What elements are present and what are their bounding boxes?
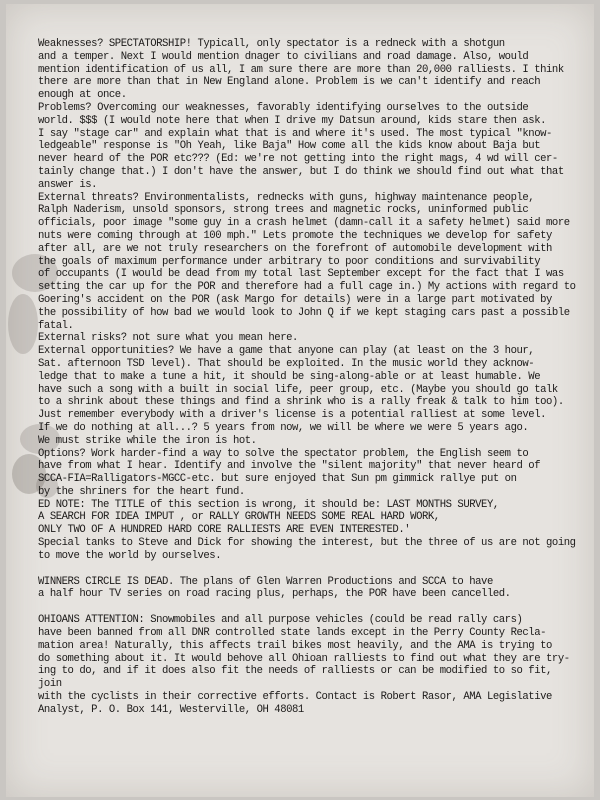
text-line: ledgeable" response is "Oh Yeah, like Baja" How come all the kids know about Baja but — [38, 140, 541, 153]
text-line: ing to do, and if it does also fit the needs of ralliests or can be modified to so fit, join — [38, 665, 552, 691]
text-line: Just remember everybody with a driver's license is a potential ralliest at some level. — [38, 409, 547, 422]
text-line: to a shrink about these things and find a shrink who is a rally freak & talk to him too). — [38, 396, 564, 409]
text-line: External threats? Environmentalists, rednecks with guns, highway maintenance people, — [38, 191, 535, 204]
text-line: have from what I hear. Identify and involve the "silent majority" that never heard of — [38, 460, 541, 473]
text-line: mation area! Naturally, this affects trail bikes most heavily, and the AMA is trying to — [38, 639, 552, 652]
text-line: WINNERS CIRCLE IS DEAD. The plans of Glen Warren Productions and SCCA to have — [38, 575, 493, 588]
text-line: to move the world by ourselves. — [38, 549, 222, 562]
text-line: after all, are we not truly researchers on the forefront of automobile development with — [38, 242, 552, 255]
document-text — [38, 38, 578, 717]
text-line: ED NOTE: The TITLE of this section is wrong, it should be: LAST MONTHS SURVEY, — [38, 498, 499, 511]
text-line: OHIOANS ATTENTION: Snowmobiles and all purpose vehicles (could be read rally cars) — [38, 614, 523, 627]
text-line: External opportunities? We have a game that anyone can play (at least on the 3 hour, — [38, 345, 535, 358]
text-line: A SEARCH FOR IDEA IMPUT , or RALLY GROWTH NEEDS SOME REAL HARD WORK, — [38, 511, 440, 524]
text-line: mention identification of us all, I am sure there are more than 20,000 ralliests. I think — [38, 63, 564, 76]
text-line: never heard of the POR etc??? (Ed: we're not getting into the right mags, 4 wd will cer- — [38, 153, 558, 166]
ohioans-attention-section — [38, 614, 578, 716]
text-line: We must strike while the iron is hot. — [38, 434, 257, 447]
text-line: ONLY TWO OF A HUNDRED HARD CORE RALLIESTS ARE EVEN INTERESTED.' — [38, 524, 411, 537]
text-line: do something about it. It would behove all Ohioan ralliests to find out what they are try- — [38, 652, 570, 665]
text-line: Special tanks to Steve and Dick for showing the interest, but the three of us are not going — [38, 537, 576, 550]
text-line: Ralph Naderism, unsold sponsors, strong trees and magnetic rocks, uninformed public — [38, 204, 529, 217]
text-line: the goals of maximum performance under arbitrary to poor conditions and survivability — [38, 255, 541, 268]
text-line: Analyst, P. O. Box 141, Westerville, OH 48081 — [38, 703, 304, 716]
text-line: setting the car up for the POR and therefore had a full cage in.) My actions with regard to — [38, 281, 576, 294]
text-line: I say "stage car" and explain what that is and where it's used. The most typical "know- — [38, 127, 552, 140]
text-line: with the cyclists in their corrective efforts. Contact is Robert Rasor, AMA Legislative — [38, 691, 552, 704]
text-line: there are more than that in New England alone. Problem is we can't identify and reach — [38, 76, 541, 89]
text-line: If we do nothing at all...? 5 years from now, we will be where we were 5 years ago. — [38, 421, 529, 434]
text-line: a half hour TV series on road racing plus, perhaps, the POR have been cancelled. — [38, 588, 511, 601]
text-line: world. $$$ (I would note here that when I drive my Datsun around, kids stare then ask. — [38, 114, 547, 127]
text-line: enough at once. — [38, 89, 127, 102]
text-line: tainly change that.) I don't have the answer, but I do think we should find out what that — [38, 165, 564, 178]
text-line: External risks? not sure what you mean here. — [38, 332, 298, 345]
text-line: have such a song with a built in social life, peer group, etc. (Maybe you should go talk — [38, 383, 558, 396]
text-line: Goering's accident on the POR (ask Margo for details) were in a large part motivated by — [38, 293, 552, 306]
text-line: Problems? Overcoming our weaknesses, favorably identifying ourselves to the outside — [38, 101, 529, 114]
survey-responses-section — [38, 38, 578, 563]
text-line: answer is. — [38, 178, 98, 191]
text-line: by the shriners for the heart fund. — [38, 485, 245, 498]
text-line: officials, poor image "some guy in a crash helmet (damn-call it a safety helmet) said more — [38, 217, 570, 230]
text-line: of occupants (I would be dead from my total last September except for the fact that I was — [38, 268, 564, 281]
text-line: SCCA-FIA=Ralligators-MGCC-etc. but sure enjoyed that Sun pm gimmick rallye put on — [38, 473, 517, 486]
text-line: have been banned from all DNR controlled state lands except in the Perry County Recla- — [38, 627, 547, 640]
water-stain — [8, 294, 38, 354]
text-line: and a temper. Next I would mention dnager to civilians and road damage. Also, would — [38, 50, 529, 63]
winners-circle-section — [38, 576, 578, 602]
text-line: ledge that to make a tune a hit, it should be sing-along-able or at least humable. We — [38, 370, 541, 383]
text-line: Weaknesses? SPECTATORSHIP! Typicall, only spectator is a redneck with a shotgun — [38, 38, 505, 50]
text-line: Sat. afternoon TSD level). That should be exploited. In the music world they acknow- — [38, 357, 535, 370]
text-line: nuts were coming through at 100 mph." Lets promote the techniques we develop for safety — [38, 229, 552, 242]
text-line: fatal. — [38, 319, 74, 332]
text-line: Options? Work harder-find a way to solve the spectator problem, the English seem to — [38, 447, 529, 460]
text-line: the possibility of how bad we would look to John Q if we kept staging cars past a possible — [38, 306, 570, 319]
